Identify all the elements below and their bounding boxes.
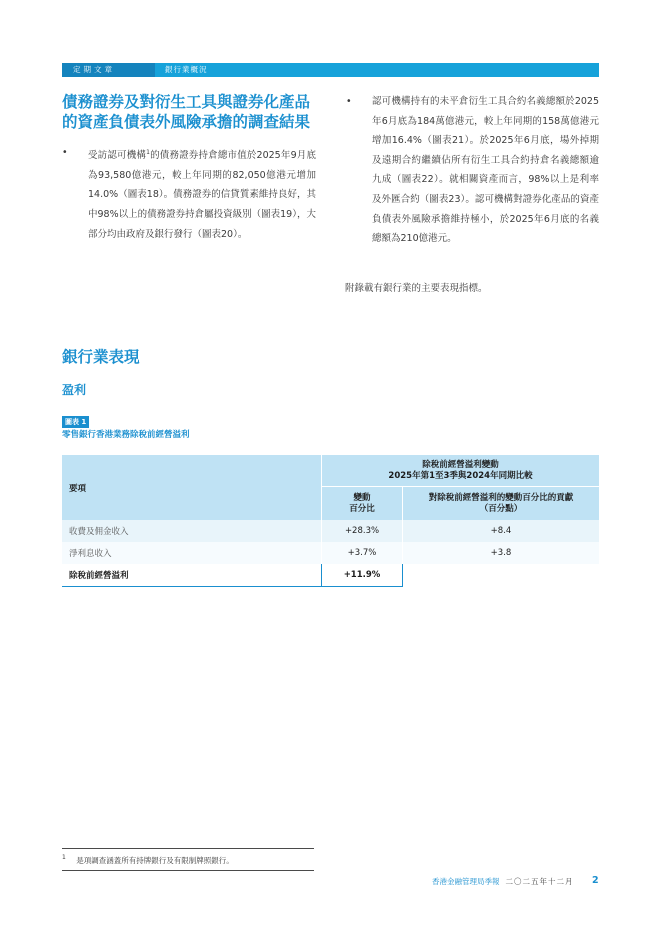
bullet-dot: • — [346, 96, 352, 107]
bullet-debt-securities — [62, 143, 316, 244]
header-subsection: 銀行業概況 — [165, 65, 208, 74]
col-contribution-line1: 對除稅前經營溢利的變動百分比的貢獻 — [428, 492, 574, 503]
footnote-ref: 1 — [146, 149, 150, 156]
appendix-note: 附錄載有銀行業的主要表現指標。 — [345, 283, 488, 294]
header-section: 定期文章 — [62, 63, 155, 77]
publication-date: 二〇二五年十二月 — [505, 877, 574, 886]
group-header-line1: 除稅前經營溢利變動 — [422, 459, 499, 470]
header-bar — [62, 63, 599, 77]
table-total-row — [62, 564, 599, 587]
total-empty-cell — [403, 564, 600, 587]
row-item: 收費及佣金收入 — [62, 520, 322, 542]
section-subtitle: 盈利 — [62, 383, 87, 397]
col-contribution-header — [403, 487, 600, 521]
table-row — [62, 542, 599, 564]
col-item-header: 要項 — [62, 455, 322, 520]
bullet-derivatives — [346, 92, 599, 249]
footer-publication — [432, 876, 574, 887]
footnote-mark: 1 — [62, 854, 66, 861]
row-contribution: +8.4 — [403, 520, 600, 542]
footnote-text: 是項調查涵蓋所有持牌銀行及有限制牌照銀行。 — [76, 855, 234, 865]
article-title-line2: 的資產負債表外風險承擔的調查結果 — [62, 113, 311, 131]
row-change: +28.3% — [322, 520, 403, 542]
profit-table — [62, 455, 599, 587]
article-title-line1: 債務證券及對衍生工具與證券化產品 — [62, 93, 311, 111]
page-number: 2 — [592, 875, 599, 886]
bullet2-text: 認可機構持有的未平倉衍生工具合約名義總額於2025年6月底為184萬億港元，較上年同期的158萬億港元增加16.4%（圖表21）。於2025年6月底，場外掉期及遠期合約繼續佔所有衍生工具合約持倉名義總額逾九成（圖表22）。就相關資產而言，98%以上是利率及外匯合約（圖表23）。認可機構對證券化產品的資產負債表外風險承擔維持極小，於2025年6月底的名義總額為210億港元。 — [372, 96, 599, 245]
bullet-dot: • — [62, 147, 68, 158]
row-change: +3.7% — [322, 542, 403, 564]
article-title — [62, 92, 332, 132]
row-item: 淨利息收入 — [62, 542, 322, 564]
footnote-divider — [62, 848, 314, 849]
table-row — [62, 520, 599, 542]
bullet1-pre: 受訪認可機構 — [88, 150, 147, 162]
chart-caption: 零售銀行香港業務除稅前經營溢利 — [62, 430, 190, 440]
group-header-line2: 2025年第1至3季與2024年同期比較 — [388, 470, 533, 481]
col-group-header — [322, 455, 600, 487]
bullet1-post: 的債務證券持倉總市值於2025年9月底為93,580億港元，較上年同期的82,050億港元增加14.0%（圖表18）。債務證券的信貸質素維持良好，其中98%以上的債務證券持倉屬投資級別（圖表19），大部分均由政府及銀行發行（圖表20）。 — [88, 150, 316, 240]
col-contribution-line2: （百分點） — [479, 503, 523, 514]
col-change-line1: 變動 — [353, 492, 371, 503]
publication-name: 香港金融管理局季報 — [432, 877, 500, 886]
row-contribution: +3.8 — [403, 542, 600, 564]
section-title: 銀行業表現 — [62, 348, 140, 366]
footnote-bottom-divider — [62, 870, 314, 871]
col-change-header — [322, 487, 403, 521]
total-change: +11.9% — [322, 564, 403, 587]
chart-tag: 圖表 1 — [62, 416, 89, 428]
total-item: 除稅前經營溢利 — [62, 564, 322, 587]
col-change-line2: 百分比 — [349, 503, 375, 514]
footnote — [62, 854, 234, 866]
